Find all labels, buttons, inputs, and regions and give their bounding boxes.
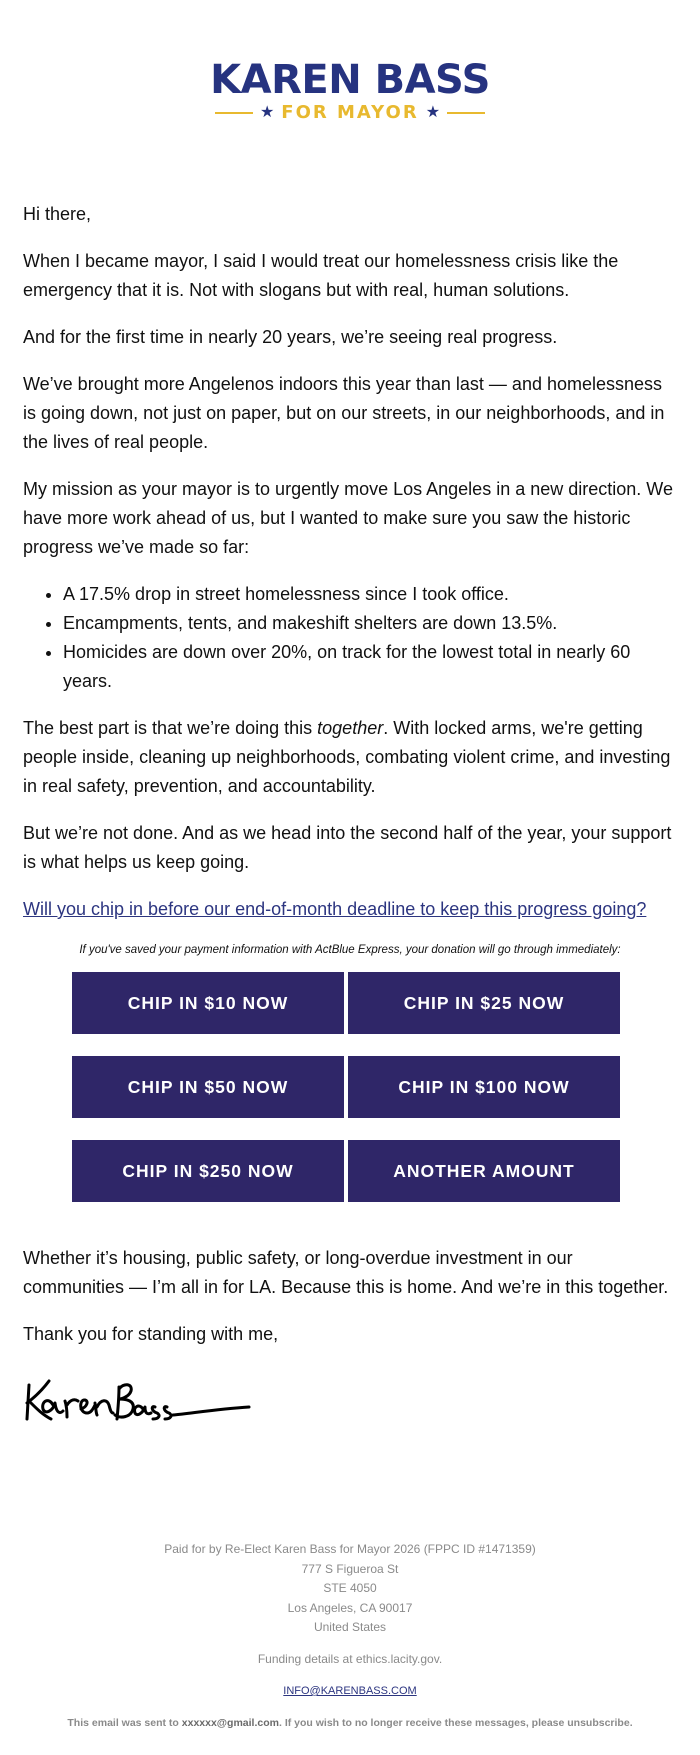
closing-paragraph: Whether it’s housing, public safety, or long-overdue investment in our communities — I’m all in for LA. Because this is home. And we’re in this together. (23, 1248, 669, 1297)
logo-divider-left (215, 112, 253, 114)
donation-button-grid (72, 972, 628, 1202)
star-icon: ★ (425, 104, 441, 121)
paragraph: My mission as your mayor is to urgently move Los Angeles in a new direction. We have more work ahead of us, but I wanted to make sure you saw the historic progress we’ve made so far: (23, 479, 673, 557)
donate-50-button[interactable]: CHIP IN $50 NOW (72, 1056, 344, 1118)
signature-image (23, 1367, 677, 1427)
campaign-logo (0, 0, 700, 123)
logo-title: KAREN BASS (210, 57, 490, 103)
address-country: United States (313, 1620, 387, 1634)
together-paragraph (23, 714, 677, 801)
signature-icon (23, 1367, 253, 1427)
paragraph: We’ve brought more Angelenos indoors this year than last — and homelessness is going down, not just on paper, but on our streets, in our neighborhoods, and in the lives of real people. (23, 374, 665, 452)
logo-subtitle: FOR MAYOR (281, 102, 419, 123)
email-content (0, 108, 700, 1427)
footer (0, 1540, 700, 1733)
sent-suffix: . If you wish to no longer receive these messages, please unsubscribe. (278, 1716, 633, 1729)
list-item: • A 17.5% drop in street homelessness since I took office. (63, 580, 677, 609)
donate-250-button[interactable]: CHIP IN $250 NOW (72, 1140, 344, 1202)
funding-details: Funding details at ethics.lacity.gov. (257, 1651, 443, 1666)
donate-other-amount-button[interactable]: ANOTHER AMOUNT (348, 1140, 620, 1202)
together-text-after: . With locked arms, we're getting people inside, cleaning up neighborhoods, combating violent crime, and investing in real safety, prevention, and accountability. (23, 718, 671, 796)
actblue-express-note: If you've saved your payment information with ActBlue Express, your donation will go through immediately: (79, 944, 621, 956)
sent-prefix: This email was sent to (67, 1716, 182, 1729)
list-item: • Homicides are down over 20%, on track for the lowest total in nearly 60 years. (63, 638, 677, 696)
progress-list (23, 580, 677, 696)
donate-10-button[interactable]: CHIP IN $10 NOW (72, 972, 344, 1034)
paragraph: But we’re not done. And as we head into the second half of the year, your support is what helps us keep going. (23, 823, 672, 872)
address-line-1: 777 S Figueroa St (301, 1561, 399, 1576)
paid-for-disclaimer: Paid for by Re-Elect Karen Bass for Mayor 2026 (FPPC ID #1471359) (164, 1542, 536, 1556)
address-line-2: STE 4050 (323, 1581, 377, 1595)
paragraph: When I became mayor, I said I would treat our homelessness crisis like the emergency that it is. Not with slogans but with real, human solutions. (23, 251, 619, 300)
paragraph: And for the first time in nearly 20 years, we’re seeing real progress. (23, 327, 558, 347)
star-icon: ★ (259, 104, 275, 121)
sent-to-notice (0, 1714, 700, 1734)
donate-100-button[interactable]: CHIP IN $100 NOW (348, 1056, 620, 1118)
logo-divider-right (447, 112, 485, 114)
donate-cta-link[interactable]: Will you chip in before our end-of-month deadline to keep this progress going? (23, 899, 647, 919)
address-city: Los Angeles, CA 90017 (287, 1600, 413, 1615)
recipient-email: xxxxxx@gmail.com (181, 1716, 279, 1729)
together-text-before: The best part is that we’re doing this (23, 718, 318, 738)
contact-email-link[interactable]: INFO@KARENBASS.COM (283, 1685, 417, 1697)
list-item: • Encampments, tents, and makeshift shelters are down 13.5%. (63, 609, 677, 638)
greeting: Hi there, (23, 204, 92, 224)
donate-25-button[interactable]: CHIP IN $25 NOW (348, 972, 620, 1034)
together-emphasis: together (317, 718, 384, 738)
signoff: Thank you for standing with me, (23, 1324, 279, 1344)
